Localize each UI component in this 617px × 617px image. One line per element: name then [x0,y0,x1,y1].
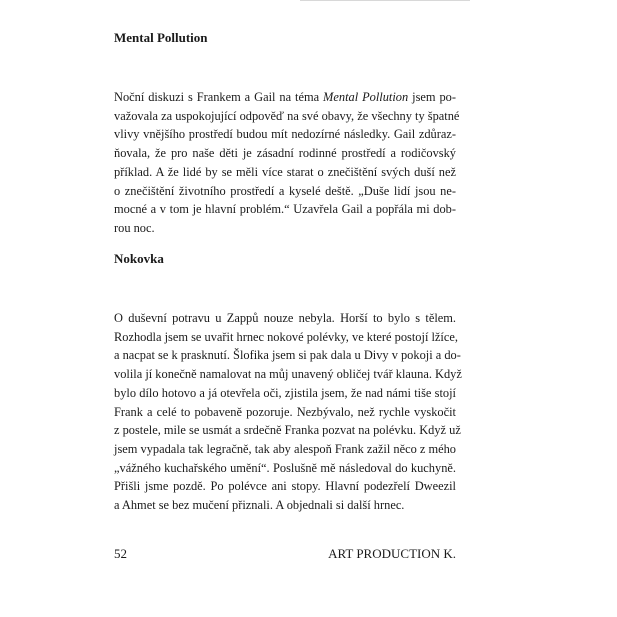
section-body [114,88,460,238]
text-line: příklad. A že lidé by se měli více starat o znečištění svých duší než [114,164,456,179]
text-line: mocné a v tom je hlavní problém.“ Uzavřela Gail a popřála mi dob- [114,202,456,217]
text-line: volila jí konečně namalovat na můj unavený obličej tvář klauna. Když [114,367,462,382]
section-mental-pollution [114,30,460,238]
text-line: Noční diskuzi s Frankem a Gail na téma Mental Pollution jsem po- [114,90,456,104]
publisher-name: ART PRODUCTION K. [328,546,456,561]
text-line: o znečištění životního prostředí a kyselé deště. „Duše lidí jsou ne- [114,183,456,198]
section-title: Nokovka [114,251,164,266]
text-line: bylo dílo hotovo a já otevřela oči, zjistila jsem, že nad námi tiše stojí [114,385,456,400]
italic-term: Mental Pollution [323,90,409,104]
section-body [114,309,462,515]
text-line: Frank a celé to pobaveně pozoruje. Nezbývalo, než rychle vyskočit [114,404,456,419]
text-line: Přišli jsme pozdě. Po polévce ani stopy. Hlavní podezřelí Dweezil [114,479,456,494]
page-footer [114,546,456,562]
text-line: važovala za uspokojující odpověď na své obavy, že všechny ty špatné [114,108,460,123]
text-line: rou noc. [114,220,155,235]
text-line: a Ahmet se bez mučení přiznali. A objednali si další hrnec. [114,498,405,513]
text-line: jsem vypadala tak legračně, tak aby alespoň Frank zažil něco z mého [114,441,456,456]
text-line: vlivy vnějšího prostředí budou mít nedozírné následky. Gail zdůraz- [114,127,456,142]
section-title: Mental Pollution [114,30,208,45]
section-nokovka [114,251,462,515]
text-line: O duševní potravu u Zappů nouze nebyla. Horší to bylo s tělem. [114,311,456,325]
text-line: „vážného kuchařského umění“. Poslušně mě následoval do kuchyně. [114,460,456,475]
text-line: ňovala, že pro naše děti je zásadní rodinné prostředí a rodičovský [114,146,456,161]
text-line: Rozhodla jsem se uvařit hrnec nokové polévky, ve které postojí lžíce, [114,329,458,344]
text-line: z postele, mile se usmát a srdečně Franka pozvat na polévku. Když už [114,423,461,438]
page-number: 52 [114,546,127,561]
top-edge-line [300,0,470,1]
text-line: a nacpat se k prasknutí. Šlofika jsem si pak dala u Divy v pokoji a do- [114,348,461,363]
